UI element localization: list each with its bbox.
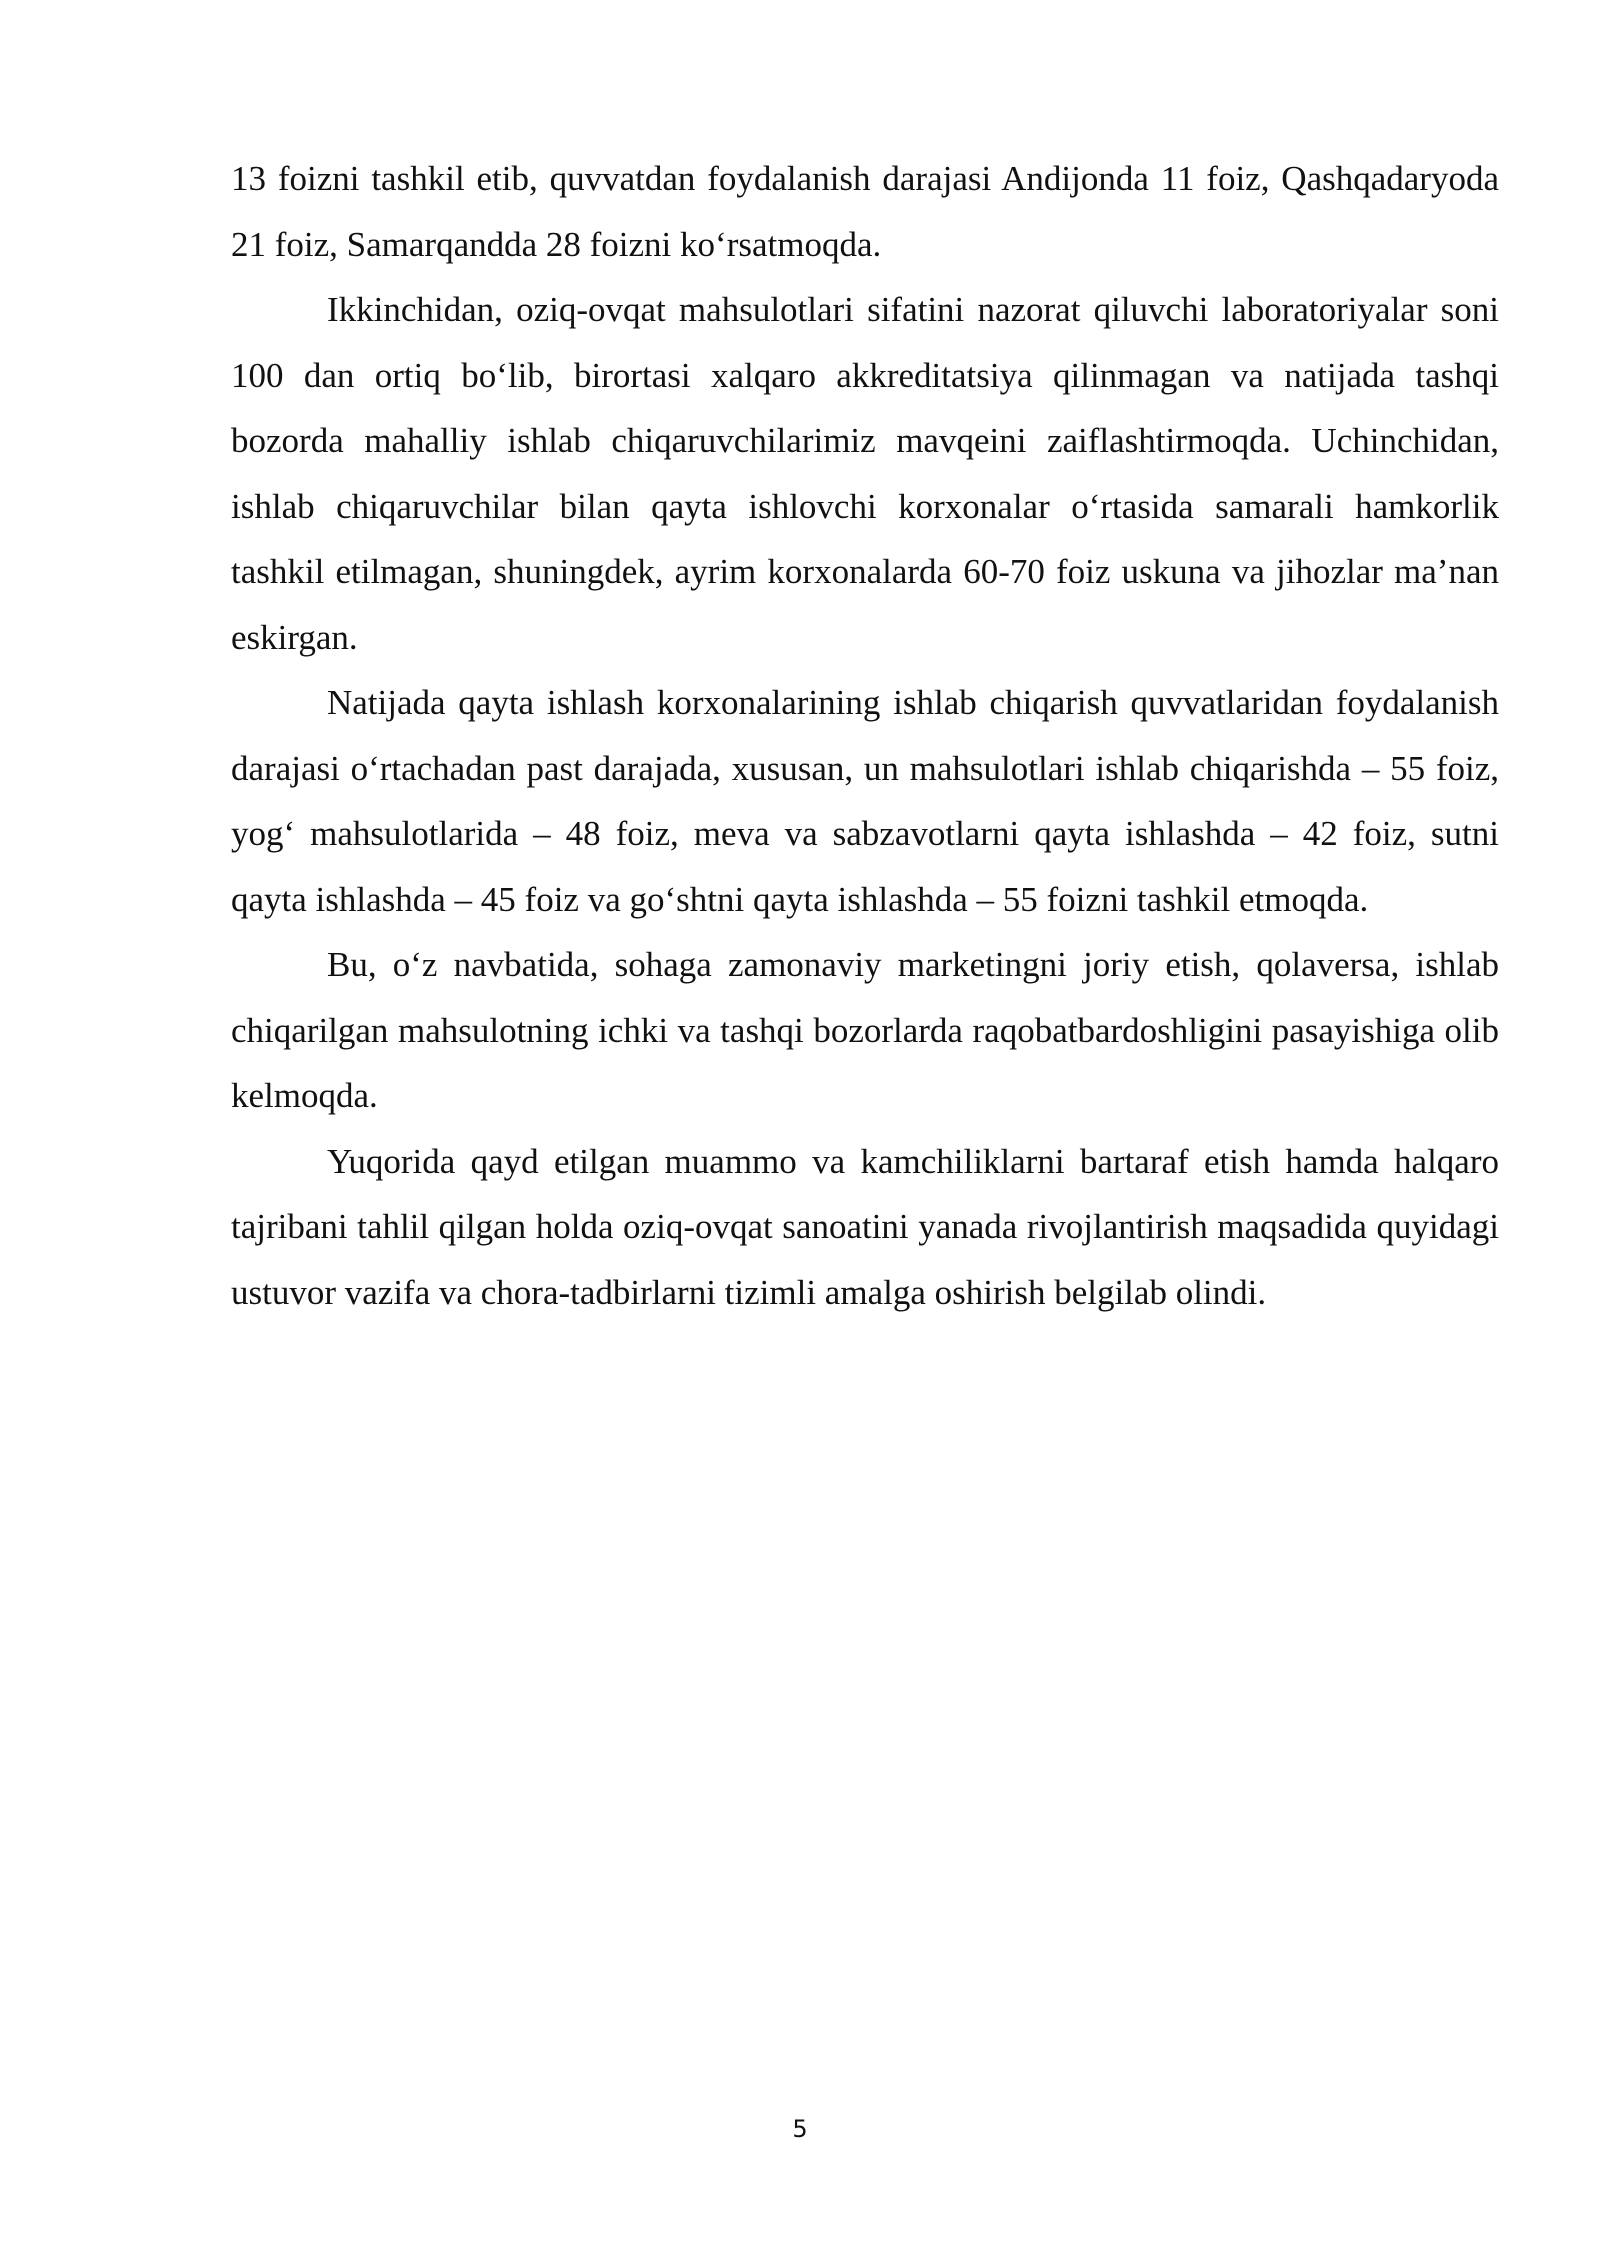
body-text xyxy=(231,146,1499,1325)
paragraph-natijada: Natijada qayta ishlash korxonalarining ishlab chiqarish quvvatlaridan foydalanish darajasi oʻrtachadan past darajada, xususan, un mahsulotlari ishlab chiqarishda – 55 foiz, yogʻ mahsulotlarida – 48 foiz, meva va sabzavotlarni qayta ishlashda – 42 foiz, sutni qayta ishlashda – 45 foiz va goʻshtni qayta ishlashda – 55 foizni tashkil etmoqda. xyxy=(231,683,1499,919)
paragraph-bu: Bu, oʻz navbatida, sohaga zamonaviy marketingni joriy etish, qolaversa, ishlab chiqarilgan mahsulotning ichki va tashqi bozorlarda raqobatbardoshligini pasayishiga olib kelmoqda. xyxy=(231,945,1499,1115)
page-number: 5 xyxy=(792,2115,808,2143)
paragraph-continuation: 13 foizni tashkil etib, quvvatdan foydalanish darajasi Andijonda 11 foiz, Qashqadaryoda 21 foiz, Samarqandda 28 foizni koʻrsatmoqda. xyxy=(231,159,1499,264)
paragraph-yuqorida: Yuqorida qayd etilgan muammo va kamchiliklarni bartaraf etish hamda halqaro tajribani tahlil qilgan holda oziq-ovqat sanoatini yanada rivojlantirish maqsadida quyidagi ustuvor vazifa va chora-tadbirlarni tizimli amalga oshirish belgilab olindi. xyxy=(231,1141,1499,1312)
paragraph-ikkinchidan: Ikkinchidan, oziq-ovqat mahsulotlari sifatini nazorat qiluvchi laboratoriyalar soni 100 dan ortiq boʻlib, birortasi xalqaro akkreditatsiya qilinmagan va natijada tashqi bozorda mahalliy ishlab chiqaruvchilarimiz mavqeini zaiflashtirmoqda. Uchinchidan, ishlab chiqaruvchilar bilan qayta ishlovchi korxonalar oʻrtasida samarali hamkorlik tashkil etilmagan, shuningdek, ayrim korxonalarda 60-70 foiz uskuna va jihozlar ma’nan eskirgan. xyxy=(231,290,1499,657)
